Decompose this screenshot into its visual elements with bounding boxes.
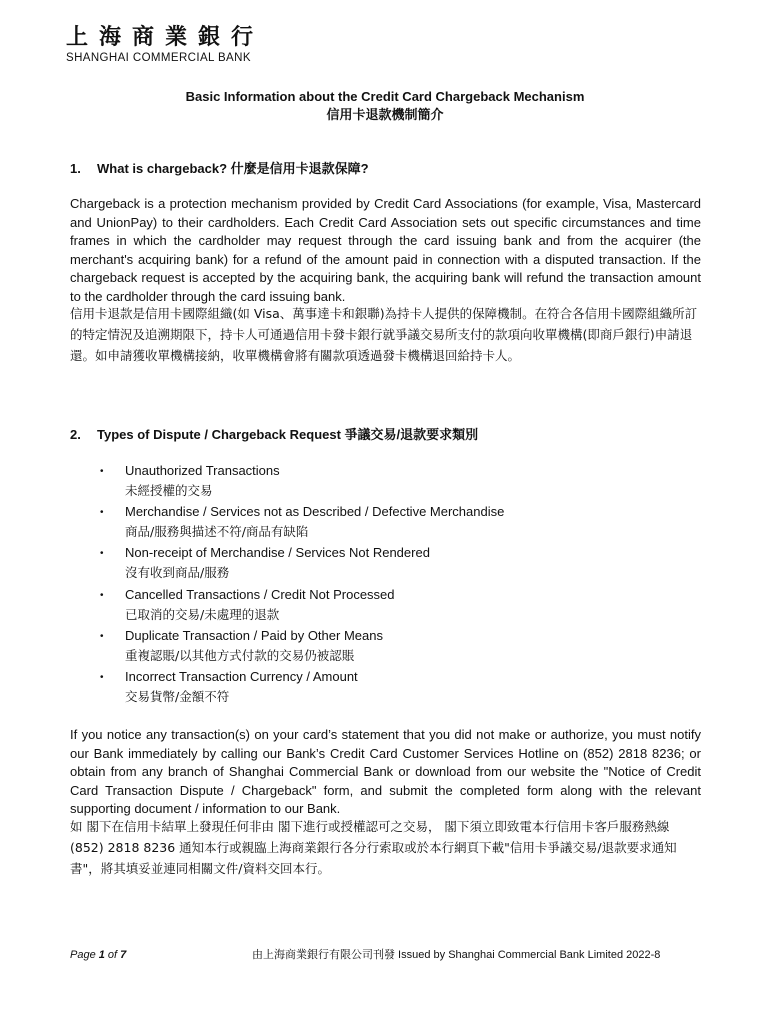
list-item-cn: 沒有收到商品/服務 xyxy=(125,565,230,581)
list-item-cn: 重複認賬/以其他方式付款的交易仍被認賬 xyxy=(125,647,355,663)
bullet-icon: • xyxy=(100,466,104,477)
section-1-body-en: Chargeback is a protection mechanism provided by Credit Card Associations (for example, Visa, Mastercard and UnionPay) to their cardholders. Each Credit Card Association sets out specific circumstances and time frames in which the cardholder may request through the card issuing bank and from the acquirer (the merchant's acquiring bank) for a refund of the amount paid in connection with a disputed transaction. If the chargeback request is accepted by the acquiring bank, the acquiring bank will refund the transaction amount to the cardholder through the card issuing bank. xyxy=(70,196,701,304)
list-item-en: Unauthorized Transactions xyxy=(125,463,280,478)
logo-english-name: SHANGHAI COMMERCIAL BANK xyxy=(66,52,251,64)
page-number xyxy=(70,948,126,962)
document-title-cn: 信用卡退款機制簡介 xyxy=(326,107,444,122)
list-item-en: Duplicate Transaction / Paid by Other Means xyxy=(125,627,383,643)
notice-paragraph-cn: 如 閣下在信用卡結單上發現任何非由 閣下進行或授權認可之交易， 閣下須立即致電本行信用卡客戶服務熱線(852) 2818 8236 通知本行或親臨上海商業銀行各分行索取或於本行網頁下載"信用卡爭議交易/退款要求通知書"，將其填妥並連同相關文件/資料交回本行。 xyxy=(70,819,677,876)
list-item-en: Incorrect Transaction Currency / Amount xyxy=(125,668,358,684)
list-item xyxy=(96,462,696,503)
list-item-cn: 已取消的交易/未處理的退款 xyxy=(125,606,280,622)
list-item-cn: 未經授權的交易 xyxy=(125,483,213,498)
section-1-body-cn: 信用卡退款是信用卡國際組織(如 Visa、萬事達卡和銀聯)為持卡人提供的保障機制。在符合各信用卡國際組織所訂的特定情況及追溯期限下，持卡人可通過信用卡發卡銀行就爭議交易所支付的款項向收單機構(即商戶銀行)申請退還。如申請獲收單機構接納，收單機構會將有關款項透過發卡機構退回給持卡人。 xyxy=(70,306,698,363)
page-of: of xyxy=(104,949,121,961)
list-item-en: Cancelled Transactions / Credit Not Processed xyxy=(125,586,395,602)
section-1-heading-text: What is chargeback? 什麼是信用卡退款保障? xyxy=(97,161,369,176)
list-item-cn: 交易貨幣/金額不符 xyxy=(125,688,230,704)
list-item-en: Merchandise / Services not as Described / Defective Merchandise xyxy=(125,504,505,520)
page-total: 7 xyxy=(120,949,127,961)
list-item xyxy=(96,586,696,627)
section-2-number: 2. xyxy=(70,427,81,442)
notice-paragraph-en: If you notice any transaction(s) on your card’s statement that you did not make or authorize, you must notify our Bank immediately by calling our Bank’s Credit Card Customer Services Hotline on (852) 2818 8236; or obtain from any branch of Shanghai Commercial Bank or download from our website the "Notice of Credit Card Transaction Dispute / Chargeback" form, and submit the completed form along with the relevant supporting document / information to our Bank. xyxy=(70,727,701,816)
bullet-icon: • xyxy=(100,589,104,601)
list-item-en: Non-receipt of Merchandise / Services Not Rendered xyxy=(125,545,430,561)
section-1-heading xyxy=(70,160,369,177)
bullet-icon: • xyxy=(100,630,104,642)
bullet-icon: • xyxy=(100,671,104,683)
document-title-en: Basic Information about the Credit Card Chargeback Mechanism xyxy=(185,89,585,104)
page-current: 1 xyxy=(98,949,105,961)
logo-chinese-name: 上海商業銀行 xyxy=(66,24,265,50)
section-2-heading-text: Types of Dispute / Chargeback Request 爭議交易/退款要求類別 xyxy=(97,427,479,442)
list-item xyxy=(96,503,696,544)
page-prefix: Page xyxy=(70,949,99,961)
bullet-icon: • xyxy=(100,548,104,560)
list-item-cn: 商品/服務與描述不符/商品有缺陷 xyxy=(125,524,309,540)
bank-logo xyxy=(66,24,264,65)
issued-by-note: 由上海商業銀行有限公司刊發 Issued by Shanghai Commercial Bank Limited 2022-8 xyxy=(252,949,661,961)
list-item xyxy=(96,627,696,668)
list-item xyxy=(96,668,696,709)
dispute-types-list xyxy=(96,462,696,709)
section-2-heading xyxy=(70,426,478,443)
bullet-icon: • xyxy=(100,507,104,519)
list-item xyxy=(96,544,696,585)
section-1-number: 1. xyxy=(70,161,81,176)
